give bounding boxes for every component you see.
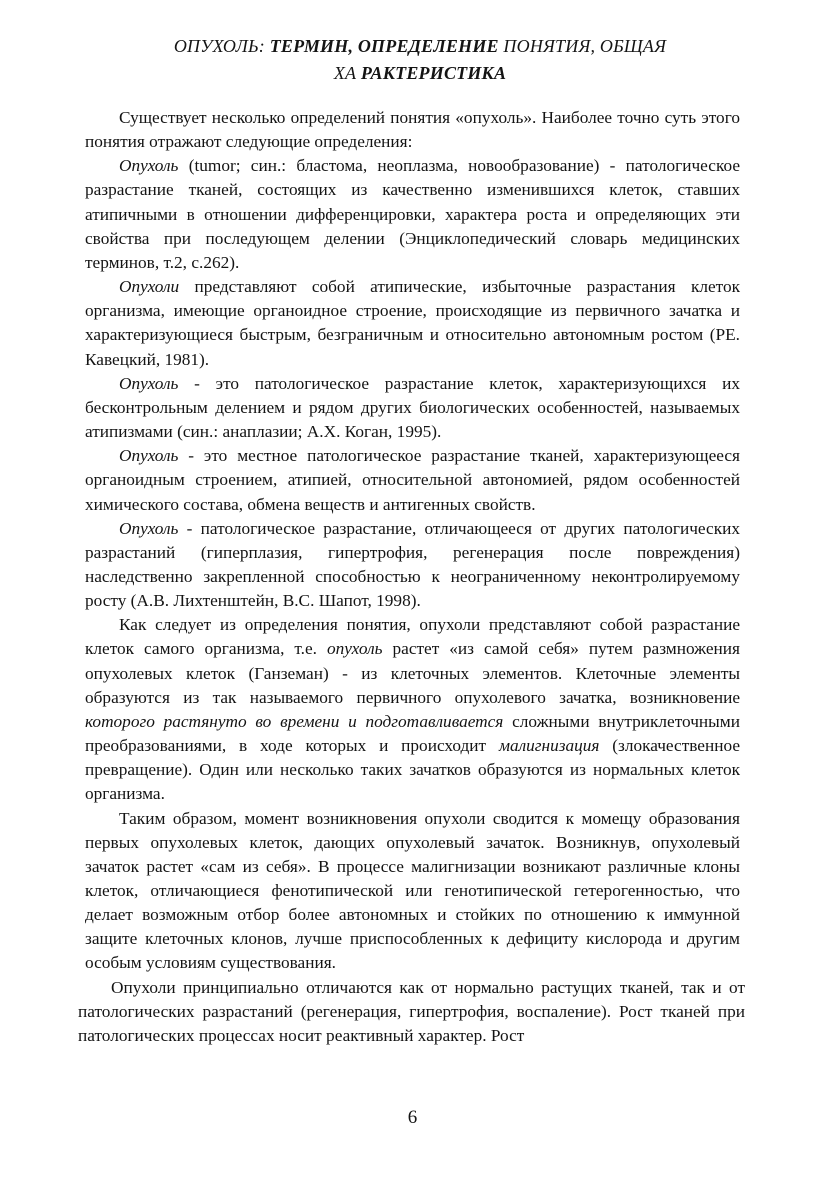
term-emphasis: Опухоли [119,277,180,297]
paragraph-definition-5 [85,517,740,614]
paragraph-distinction: Опухоли принципиально отличаются как от нормально растущих тканей, так и от патологических разрастаний (регенерация, гипертрофия, воспаление). Рост тканей при патологических процессах носит реактивный характер. Рост [78,977,745,1045]
paragraph-text: (tumor; син.: бластома, неоплазма, новообразование) - патологическое разрастание тканей, состоящих из качественно изменившихся клеток, ставших атипичными в отношении дифференцировки, характера роста и определяющих эти свойства при последующем делении (Энциклопедический словарь медицинских терминов, т.2, с.262). [85,156,740,272]
term-emphasis: Опухоль [119,446,179,466]
term-emphasis: Опухоль [119,518,179,538]
paragraph-explanation [85,613,740,806]
title-part: ОПУХОЛЬ: [173,36,270,56]
term-emphasis: опухоль [326,639,383,659]
body-text [78,106,745,1048]
title-part-bold: ТЕРМИН, ОПРЕДЕЛЕНИЕ [269,36,499,56]
paragraph-text: - это патологическое разрастание клеток, характеризующихся их бесконтрольным делением и рядом других биологических особенностей, называемых атипизмами (син.: анаплазии; А.Х. Коган, 1995). [85,373,740,442]
page-title [60,33,780,87]
term-emphasis: малигнизация [498,736,600,756]
paragraph-text: сложными внутриклеточными преобразованиями, в ходе которых и происходит [85,711,740,756]
paragraph-text: - патологическое разрастание, отличающееся от других патологических разрастаний (гиперплазия, гипертрофия, регенерация после повреждения) наследственно закрепленной способностью к неограниченному неконтролируемому росту (А.В. Лихтенштейн, В.С. Шапот, 1998). [85,518,740,611]
paragraph-text: представляют собой атипические, избыточные разрастания клеток организма, имеющие органоидное строение, происходящие из первичного зачатка и характеризующиеся быстрым, безграничным и относительно автономным ростом (РЕ. Кавецкий, 1981). [85,277,740,369]
paragraph-definition-4 [85,444,740,516]
title-part-bold: РАКТЕРИСТИКА [356,63,507,83]
term-emphasis: Опухоль [119,373,179,393]
paragraph-text: (злокачественное превращение). Один или несколько таких зачатков образуются из нормальных клеток организма. [85,736,740,804]
paragraph-text: - это местное патологическое разрастание тканей, характеризующееся органоидным строением, атипией, относительной автономией, рядом особенностей химического состава, обмена веществ и антигенных свойств. [85,446,740,514]
title-part: ПОНЯТИЯ, ОБЩАЯ [498,36,667,56]
phrase-emphasis: которого растянуто во времени и подготавливается [85,711,504,731]
paragraph-text: растет «из самой себя» путем размножения опухолевых клеток (Ганземан) - из клеточных элементов. Клеточные элементы образуются из так называемого первичного опухолевого зачатка, возникновение [85,639,741,707]
term-emphasis: Опухоль [119,156,179,176]
paragraph-conclusion: Таким образом, момент возникновения опухоли сводится к момещу образования первых опухолевых клеток, дающих опухолевый зачаток. Возникнув, опухолевый зачаток растет «сам из себя». В процессе малигнизации возникают различные клоны клеток, отличающиеся фенотипической или генотипической гетерогенностью, что делает возможным отбор более автономных и стойких по отношению к иммунной защите клеточных клонов, лучше приспособленных к дефициту кислорода и другим особым условиям существования. [85,808,740,973]
paragraph-definition-2 [85,275,740,372]
paragraph-text: Как следует из определения понятия, опухоли представляют собой разрастание клеток самого организма, т.е. [85,615,740,659]
title-part: ХА [333,63,357,83]
title-line-2 [60,60,780,87]
paragraph-definition-3 [85,372,740,444]
title-line-1 [60,33,780,60]
paragraph-definition-1 [85,154,740,275]
page-number: 6 [407,1107,418,1128]
paragraph-intro: Существует несколько определений понятия «опухоль». Наиболее точно суть этого понятия отражают следующие определения: [85,108,740,152]
